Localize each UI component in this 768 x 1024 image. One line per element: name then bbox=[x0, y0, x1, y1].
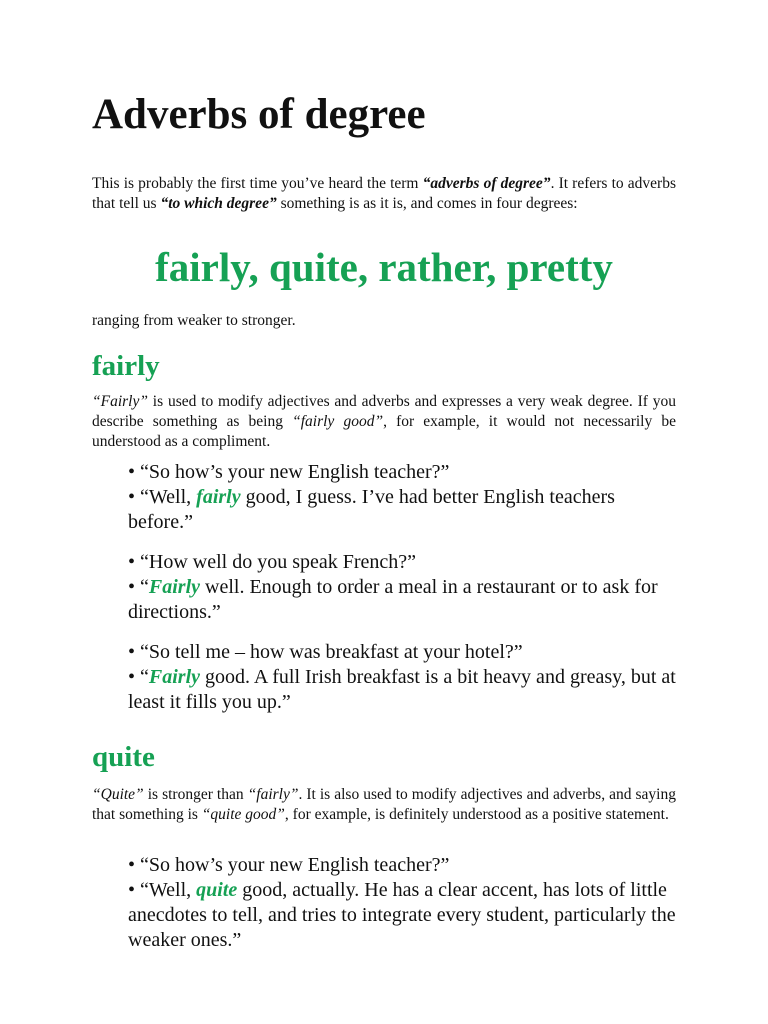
answer-text: • “ bbox=[128, 576, 149, 598]
highlight-word: quite bbox=[196, 879, 238, 901]
example-answer bbox=[128, 485, 676, 535]
example-answer bbox=[128, 878, 676, 953]
example-question: • “So how’s your new English teacher?” bbox=[128, 854, 450, 876]
highlight-word: Fairly bbox=[148, 576, 201, 598]
quoted-term: “Quite” bbox=[92, 786, 144, 803]
section-intro-fairly bbox=[92, 392, 676, 452]
intro-text: is used to modify adjectives and adverbs and expresses a very weak degree. If you describe something as being bbox=[92, 393, 676, 430]
intro-text: , for example, it would not necessarily be understood as a compliment. bbox=[92, 413, 676, 450]
intro-text: This is probably the first time you’ve heard the term bbox=[92, 175, 423, 192]
answer-text: • “ bbox=[128, 666, 149, 688]
degrees-headline: fairly, quite, rather, pretty bbox=[155, 244, 613, 290]
example-block bbox=[128, 640, 676, 715]
example-answer bbox=[128, 665, 676, 715]
page-title: Adverbs of degree bbox=[92, 91, 426, 138]
answer-text: good, I guess. I’ve had better English teachers before.” bbox=[128, 486, 615, 533]
example-question: • “So how’s your new English teacher?” bbox=[128, 461, 450, 483]
section-heading-fairly: fairly bbox=[92, 350, 160, 382]
intro-which: “to which degree” bbox=[160, 195, 277, 212]
answer-text: well. Enough to order a meal in a restaurant or to ask for directions.” bbox=[128, 576, 658, 623]
answer-text: good, actually. He has a clear accent, has lots of little anecdotes to tell, and tries to integrate every student, particularly the weaker ones.” bbox=[128, 879, 676, 951]
quoted-term: “Fairly” bbox=[92, 393, 148, 410]
answer-text: • “Well, bbox=[128, 486, 197, 508]
example-question: • “How well do you speak French?” bbox=[128, 551, 417, 573]
intro-paragraph bbox=[92, 174, 676, 214]
example-block bbox=[128, 853, 676, 953]
section-heading-quite: quite bbox=[92, 741, 155, 773]
intro-text: . It is also used to modify adjectives and adverbs, and saying that something is bbox=[92, 786, 676, 823]
example-block bbox=[128, 550, 676, 625]
ranging-text: ranging from weaker to stronger. bbox=[92, 312, 296, 329]
example-block bbox=[128, 460, 676, 535]
quoted-term: “fairly good” bbox=[292, 413, 384, 430]
highlight-word: Fairly bbox=[148, 666, 201, 688]
answer-text: • “Well, bbox=[128, 879, 197, 901]
intro-text: . It refers to adverbs that tell us bbox=[92, 175, 676, 212]
quoted-term: “quite good” bbox=[201, 806, 285, 823]
example-answer bbox=[128, 575, 676, 625]
intro-text: , for example, is definitely understood as a positive statement. bbox=[284, 806, 669, 823]
intro-text: something is as it is, and comes in four degrees: bbox=[276, 195, 578, 212]
section-intro-quite bbox=[92, 785, 676, 825]
intro-text: is stronger than bbox=[143, 786, 248, 803]
answer-text: good. A full Irish breakfast is a bit heavy and greasy, but at least it fills you up.” bbox=[128, 666, 676, 713]
quoted-term: “fairly” bbox=[247, 786, 299, 803]
intro-term: “adverbs of degree” bbox=[422, 175, 551, 192]
example-question: • “So tell me – how was breakfast at your hotel?” bbox=[128, 641, 523, 663]
highlight-word: fairly bbox=[196, 486, 241, 508]
